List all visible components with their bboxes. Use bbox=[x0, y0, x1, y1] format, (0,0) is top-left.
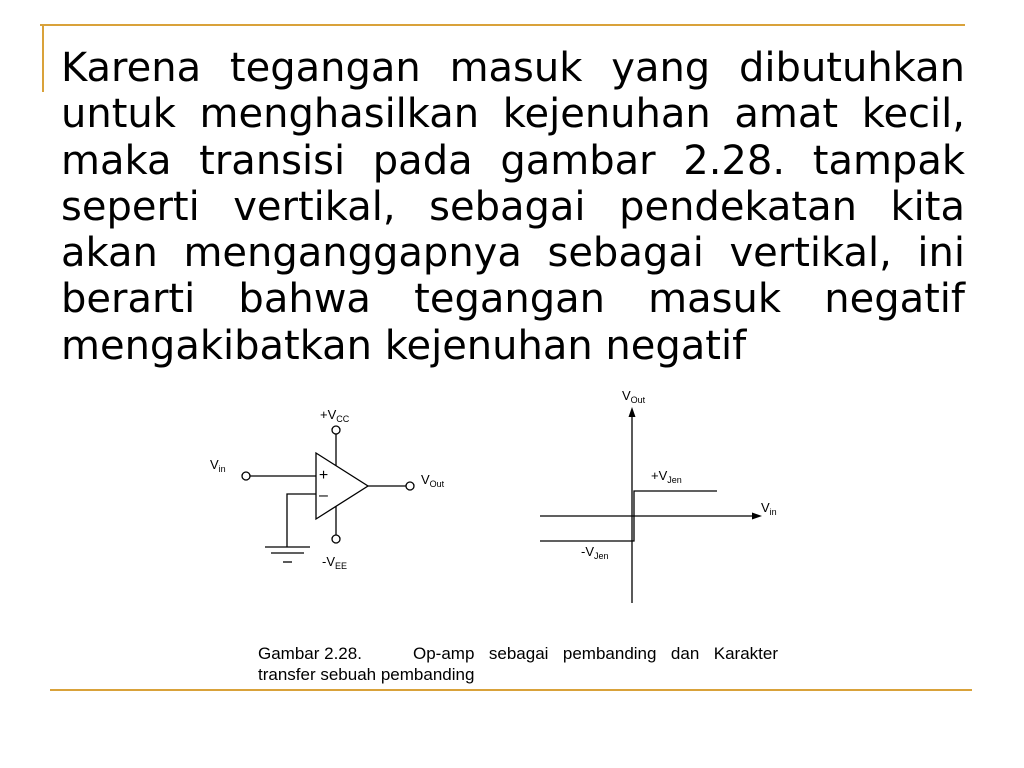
opamp-triangle bbox=[316, 453, 368, 519]
vcc-label-main: +V bbox=[320, 407, 337, 422]
minus-input-sign: – bbox=[319, 487, 328, 504]
x-axis-label bbox=[761, 500, 777, 517]
body-paragraph: Karena tegangan masuk yang dibutuhkan untuk menghasilkan kejenuhan amat kecil, maka transisi pada gambar 2.28. tampak seperti vertikal, sebagai pendekatan kita akan menganggapnya sebagai vertikal, ini berarti bahwa tegangan masuk negatif mengakibatkan kejenuhan negatif bbox=[61, 45, 965, 369]
vcc-label-sub: CC bbox=[336, 414, 350, 424]
circuit-wiring bbox=[242, 426, 414, 562]
negative-saturation-label-main: -V bbox=[581, 544, 594, 559]
graph-lines bbox=[540, 414, 754, 603]
vout-label bbox=[421, 472, 445, 489]
vee-label-main: -V bbox=[322, 554, 335, 569]
vcc-terminal bbox=[332, 426, 340, 434]
positive-saturation-label-main: +V bbox=[651, 468, 668, 483]
caption-text-line-1: Op-amp sebagai pembanding dan Karakter bbox=[413, 644, 778, 663]
bottom-accent-line bbox=[50, 689, 972, 691]
positive-saturation-label bbox=[651, 468, 682, 485]
plus-input-sign: + bbox=[318, 467, 329, 484]
left-accent-line bbox=[42, 24, 44, 92]
vin-label-sub: in bbox=[218, 464, 226, 474]
vin-terminal bbox=[242, 472, 250, 480]
y-axis-label-sub: Out bbox=[630, 395, 646, 405]
vin-label bbox=[210, 457, 226, 474]
y-axis-arrowhead bbox=[629, 407, 636, 417]
inverting-input-wire bbox=[287, 494, 316, 547]
y-axis-label-main: V bbox=[622, 388, 631, 403]
caption-first-line bbox=[258, 643, 778, 664]
vee-label-sub: EE bbox=[335, 561, 348, 571]
vout-label-main: V bbox=[421, 472, 430, 487]
negative-saturation-label bbox=[581, 544, 609, 561]
x-axis-label-main: V bbox=[761, 500, 770, 515]
vee-terminal bbox=[332, 535, 340, 543]
vee-label bbox=[322, 554, 347, 571]
figure-caption bbox=[258, 643, 778, 685]
top-accent-line bbox=[40, 24, 965, 26]
vout-terminal bbox=[406, 482, 414, 490]
vout-label-sub: Out bbox=[429, 479, 445, 489]
y-axis-label bbox=[622, 388, 646, 405]
vcc-label bbox=[320, 407, 350, 424]
vin-label-main: V bbox=[210, 457, 219, 472]
caption-figure-number: Gambar 2.28. bbox=[258, 644, 362, 663]
negative-saturation-label-sub: Jen bbox=[594, 551, 609, 561]
x-axis-label-sub: in bbox=[769, 507, 777, 517]
transfer-characteristic-graph bbox=[530, 383, 790, 610]
ground-symbol bbox=[265, 547, 310, 562]
positive-saturation-label-sub: Jen bbox=[667, 475, 682, 485]
caption-text-line-2: transfer sebuah pembanding bbox=[258, 665, 475, 684]
opamp-comparator-circuit bbox=[200, 395, 460, 580]
